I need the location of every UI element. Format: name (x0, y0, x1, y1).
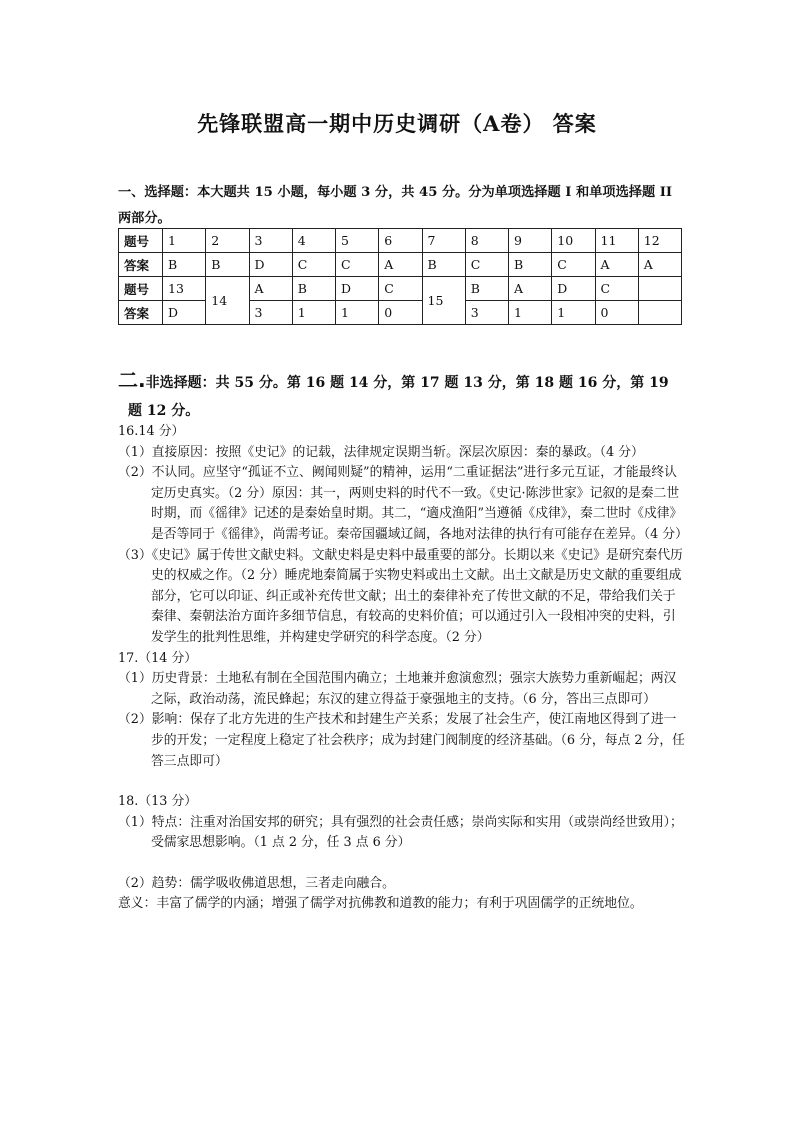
table-cell: 1 (336, 301, 379, 325)
question-17-part1: （1）历史背景：土地私有制在全国范围内确立；土地兼并愈演愈烈；强宗大族势力重新崛起；两汉之际，政治动荡，流民蜂起；东汉的建立得益于豪强地主的支持。（6 分，答出三点即可） (118, 671, 677, 707)
table-cell: 8 (465, 229, 508, 253)
table-cell: 答案 (119, 301, 163, 325)
table-cell: D (552, 277, 595, 301)
table-row (119, 301, 682, 325)
table-cell: 5 (336, 229, 379, 253)
table-cell: D (336, 277, 379, 301)
table-cell (638, 301, 681, 325)
table-cell: A (249, 277, 292, 301)
spacer (118, 772, 688, 792)
table-cell: 12 (638, 229, 681, 253)
table-cell (638, 277, 681, 301)
question-18-significance: 意义：丰富了儒学的内涵；增强了儒学对抗佛教和道教的能力；有利于巩固儒学的正统地位。 (118, 896, 643, 912)
question-16-part3: （3）《史记》属于传世文献史料。文献史料是史料中最重要的部分。长期以来《史记》是研究秦代历史的权威之作。（2 分）睡虎地秦简属于实物史料或出土文献。出土文献是历史文献的重要组成部分，它可以印证、纠正或补充传世文献；出土的秦律补充了传世文献的不足，带给我们关于秦律、秦朝法治方面许多细节信息，有较高的史料价值；可以通过引入一段相冲突的史料，引发学生的批判性思维，并构建史学研究的科学态度。（2 分） (118, 547, 683, 645)
table-cell: 题号 (119, 229, 163, 253)
table-row (119, 277, 682, 301)
table-cell: 题号 (119, 277, 163, 301)
table-cell: 3 (465, 301, 508, 325)
question-16-part2: （2）不认同。应坚守“孤证不立、阙闻则疑”的精神，运用“二重证据法”进行多元互证，才能最终认定历史真实。（2 分）原因：其一，两则史料的时代不一致。《史记·陈涉世家》记叙的是秦二世时期，而《徭律》记述的是秦始皇时期。其二，“適戍渔阳”当遵循《戍律》，秦二世时《戍律》是否等同于《徭律》，尚需考证。秦帝国疆域辽阔，各地对法律的执行有可能存在差异。（4 分） (118, 465, 688, 542)
table-cell: B (292, 277, 335, 301)
table-cell: B (206, 253, 249, 277)
table-cell: 3 (249, 229, 292, 253)
table-cell: B (509, 253, 552, 277)
table-cell: A (379, 253, 422, 277)
table-cell: D (163, 301, 206, 325)
table-row (119, 253, 682, 277)
table-cell: C (379, 277, 422, 301)
section-essay-number: 二. (118, 368, 146, 392)
table-cell: C (336, 253, 379, 277)
table-cell: 9 (509, 229, 552, 253)
table-row (119, 229, 682, 253)
section-choice-heading (118, 180, 684, 232)
question-18-part2: （2）趋势：儒学吸收佛道思想，三者走向融合。 (118, 875, 395, 891)
table-cell: A (509, 277, 552, 301)
table-cell: 0 (595, 301, 638, 325)
table-cell: C (292, 253, 335, 277)
table-cell: B (465, 277, 508, 301)
table-cell: 13 (163, 277, 206, 301)
table-cell: 1 (552, 301, 595, 325)
table-cell: 14 (206, 277, 249, 325)
question-16-part1: （1）直接原因：按照《史记》的记载，法律规定误期当斩。深层次原因：秦的暴政。（4 分） (118, 444, 644, 460)
table-cell: C (595, 277, 638, 301)
table-cell: 1 (292, 301, 335, 325)
table-cell: 6 (379, 229, 422, 253)
table-cell: B (422, 253, 465, 277)
page-title: 先锋联盟高一期中历史调研（A卷） 答案 (197, 111, 597, 136)
section-choice-line2: 两部分。 (118, 211, 171, 226)
table-cell: A (595, 253, 638, 277)
section-essay-line2: 题 12 分。 (128, 403, 200, 419)
answer-table (118, 228, 682, 325)
table-cell: 2 (206, 229, 249, 253)
table-cell: C (552, 253, 595, 277)
section-essay-line1: 非选择题：共 55 分。第 16 题 14 分，第 17 题 13 分，第 18 题 16 分，第 19 (145, 375, 669, 391)
table-cell: 7 (422, 229, 465, 253)
question-17-part2: （2）影响：保存了北方先进的生产技术和封建生产关系；发展了社会生产，使江南地区得到了进一步的开发；一定程度上稳定了社会秩序；成为封建门阀制度的经济基础。（6 分，每点 2 分，任答三点即可） (118, 712, 685, 769)
question-17-heading: 17.（14 分） (118, 650, 198, 666)
section-choice-line1: 一、选择题：本大题共 15 小题，每小题 3 分，共 45 分。分为单项选择题 I 和单项选择题 II (118, 185, 673, 200)
answers-body (118, 422, 688, 915)
table-cell: B (163, 253, 206, 277)
table-cell: 11 (595, 229, 638, 253)
question-18-heading: 18.（13 分） (118, 794, 198, 810)
question-16-heading: 16.14 分） (118, 424, 185, 439)
table-cell: 4 (292, 229, 335, 253)
table-cell: 1 (509, 301, 552, 325)
table-cell: D (249, 253, 292, 277)
table-cell: 0 (379, 301, 422, 325)
table-cell: A (638, 253, 681, 277)
table-cell: 3 (249, 301, 292, 325)
table-cell: 1 (163, 229, 206, 253)
section-essay-heading (118, 366, 688, 425)
table-cell: C (465, 253, 508, 277)
table-cell: 答案 (119, 253, 163, 277)
table-cell: 10 (552, 229, 595, 253)
question-18-part1: （1）特点：注重对治国安邦的研究；具有强烈的社会责任感；崇尚实际和实用（或崇尚经世致用）；受儒家思想影响。（1 点 2 分，任 3 点 6 分） (118, 814, 683, 851)
table-cell: 15 (422, 277, 465, 325)
spacer (118, 854, 688, 874)
